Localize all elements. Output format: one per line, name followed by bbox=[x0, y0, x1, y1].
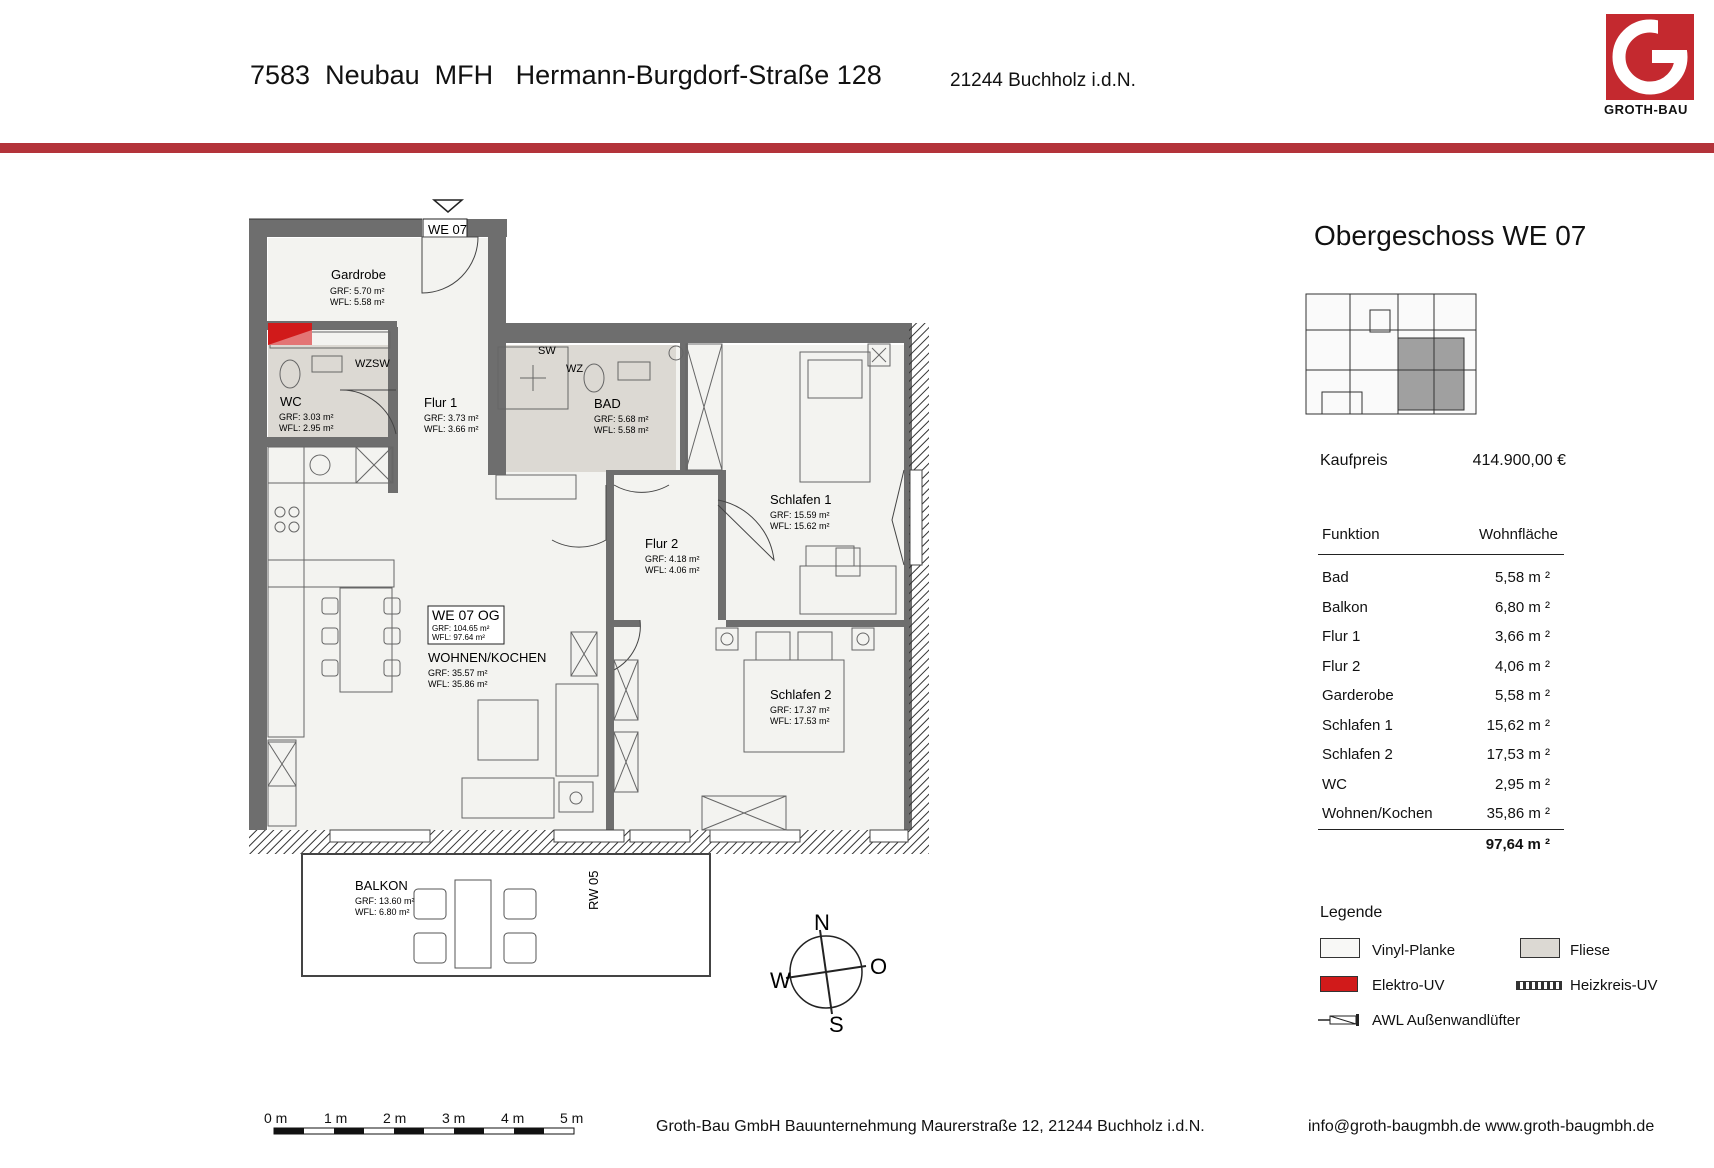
room-name: WOHNEN/KOCHEN bbox=[428, 650, 547, 665]
room-name: Flur 1 bbox=[424, 395, 458, 410]
room-wfl: WFL: 15.62 m² bbox=[770, 521, 830, 531]
scale-label: 2 m bbox=[383, 1110, 407, 1126]
compass-s: S bbox=[829, 1012, 844, 1037]
legend-tile: Fliese bbox=[1570, 942, 1611, 959]
footer-contact: info@groth-baugmbh.de www.groth-baugmbh.de bbox=[1308, 1118, 1655, 1135]
sw-label: SW bbox=[538, 345, 556, 357]
scale-bar bbox=[274, 1128, 574, 1134]
room-grf: GRF: 4.18 m² bbox=[645, 554, 700, 564]
price-value: 414.900,00 € bbox=[1472, 452, 1566, 469]
legend-awl: AWL Außenwandlüfter bbox=[1372, 1012, 1521, 1029]
room-wfl: WFL: 4.06 m² bbox=[645, 565, 700, 575]
room-wfl: WFL: 5.58 m² bbox=[330, 297, 385, 307]
table-row bbox=[1318, 622, 1564, 652]
row-area: 5,58 m ² bbox=[1494, 687, 1550, 704]
room-name: BALKON bbox=[355, 878, 408, 893]
row-area: 3,66 m ² bbox=[1494, 628, 1550, 645]
row-area: 6,80 m ² bbox=[1494, 598, 1550, 616]
footer-company: Groth-Bau GmbH Bauunternehmung Maurerstraße 12, 21244 Buchholz i.d.N. bbox=[656, 1118, 1205, 1135]
room-grf: GRF: 3.73 m² bbox=[424, 413, 479, 423]
legend-vinyl: Vinyl-Planke bbox=[1372, 942, 1456, 959]
sw-label-wc: SW bbox=[372, 358, 390, 370]
room-grf: GRF: 5.70 m² bbox=[330, 286, 385, 296]
row-function: Flur 1 bbox=[1322, 628, 1361, 645]
table-row bbox=[1318, 740, 1564, 770]
header-area: Wohnfläche bbox=[1479, 526, 1558, 543]
key-plan-thumbnail bbox=[1306, 294, 1476, 414]
tile-swatch bbox=[1520, 938, 1560, 958]
row-function: Balkon bbox=[1322, 598, 1368, 616]
scale-label: 1 m bbox=[324, 1110, 348, 1126]
scale-label: 0 m bbox=[264, 1110, 288, 1126]
table-row bbox=[1318, 681, 1564, 711]
compass-o: O bbox=[870, 954, 888, 979]
room-wfl: WFL: 35.86 m² bbox=[428, 679, 488, 689]
wz-label-bath: WZ bbox=[566, 363, 584, 375]
scale-label: 4 m bbox=[501, 1110, 525, 1126]
logo-text: GROTH-BAU bbox=[1604, 102, 1688, 117]
elektro-swatch bbox=[1320, 976, 1358, 992]
row-function: Schlafen 2 bbox=[1322, 746, 1393, 763]
table-row bbox=[1318, 652, 1564, 682]
scale-label: 5 m bbox=[560, 1110, 584, 1126]
row-function: Bad bbox=[1322, 569, 1349, 586]
legend-title: Legende bbox=[1320, 904, 1383, 921]
table-row bbox=[1318, 799, 1564, 829]
room-grf: GRF: 13.60 m² bbox=[355, 896, 415, 906]
room-wfl: WFL: 6.80 m² bbox=[355, 907, 410, 917]
row-area: 35,86 m ² bbox=[1486, 805, 1550, 822]
row-area: 4,06 m ² bbox=[1494, 657, 1550, 675]
area-table bbox=[1318, 520, 1564, 860]
compass-n: N bbox=[814, 910, 830, 935]
room-grf: GRF: 3.03 m² bbox=[279, 412, 334, 422]
wz-label-wc: WZ bbox=[355, 358, 373, 370]
row-function: Flur 2 bbox=[1322, 657, 1361, 675]
awl-icon bbox=[1318, 1012, 1366, 1028]
table-row bbox=[1318, 563, 1564, 593]
room-wfl: WFL: 17.53 m² bbox=[770, 716, 830, 726]
vinyl-swatch bbox=[1320, 938, 1360, 958]
row-function: Wohnen/Kochen bbox=[1322, 805, 1433, 822]
table-row bbox=[1318, 711, 1564, 741]
room-wfl: WFL: 3.66 m² bbox=[424, 424, 479, 434]
room-name: Schlafen 2 bbox=[770, 687, 832, 702]
legend-heizkreis: Heizkreis-UV bbox=[1570, 977, 1658, 994]
row-area: 17,53 m ² bbox=[1486, 746, 1550, 763]
table-row bbox=[1318, 593, 1564, 623]
row-function: Garderobe bbox=[1322, 687, 1394, 704]
page-title: 7583 Neubau MFH Hermann-Burgdorf-Straße 128 bbox=[250, 60, 882, 90]
row-function: WC bbox=[1322, 775, 1347, 793]
unit-box-title: WE 07 OG bbox=[432, 607, 500, 623]
room-grf: GRF: 17.37 m² bbox=[770, 705, 830, 715]
table-row bbox=[1318, 770, 1564, 800]
room-name: Gardrobe bbox=[331, 267, 386, 282]
row-area: 5,58 m ² bbox=[1494, 569, 1550, 586]
compass-icon bbox=[770, 910, 887, 1037]
header-address: 21244 Buchholz i.d.N. bbox=[950, 70, 1136, 91]
table-total bbox=[1318, 829, 1564, 860]
room-grf: GRF: 15.59 m² bbox=[770, 510, 830, 520]
room-grf: GRF: 35.57 m² bbox=[428, 668, 488, 678]
table-header bbox=[1318, 520, 1564, 555]
total-area: 97,64 m ² bbox=[1485, 835, 1550, 853]
compass-w: W bbox=[770, 968, 791, 993]
entry-marker bbox=[434, 200, 462, 212]
header-function: Funktion bbox=[1322, 526, 1380, 543]
unit-box-grf: GRF: 104.65 m² bbox=[432, 624, 490, 633]
unit-tag: WE 07 bbox=[428, 222, 468, 237]
legend-elektro: Elektro-UV bbox=[1372, 977, 1445, 994]
stair-tag: RW 05 bbox=[586, 870, 601, 910]
row-function: Schlafen 1 bbox=[1322, 716, 1393, 734]
room-wfl: WFL: 2.95 m² bbox=[279, 423, 334, 433]
row-area: 15,62 m ² bbox=[1486, 716, 1550, 734]
price-label: Kaufpreis bbox=[1320, 452, 1388, 469]
floor-title: Obergeschoss WE 07 bbox=[1314, 220, 1587, 251]
heizkreis-swatch bbox=[1516, 981, 1562, 990]
room-name: BAD bbox=[594, 396, 621, 411]
room-name: Schlafen 1 bbox=[770, 492, 832, 507]
room-name: Flur 2 bbox=[645, 536, 679, 551]
scale-label: 3 m bbox=[442, 1110, 466, 1126]
unit-box-wfl: WFL: 97.64 m² bbox=[432, 633, 485, 642]
room-grf: GRF: 5.68 m² bbox=[594, 414, 649, 424]
room-name: WC bbox=[280, 394, 302, 409]
row-area: 2,95 m ² bbox=[1494, 775, 1550, 793]
room-wfl: WFL: 5.58 m² bbox=[594, 425, 649, 435]
